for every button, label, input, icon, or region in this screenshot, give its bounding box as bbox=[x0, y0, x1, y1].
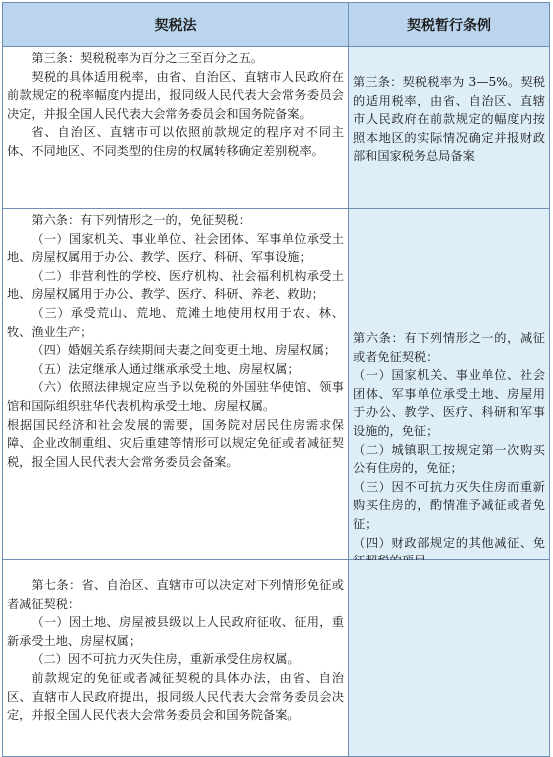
law-article-6-item-5: （五）法定继承人通过继承承受土地、房屋权属； bbox=[31, 361, 300, 376]
table-row-article-3 bbox=[3, 47, 549, 209]
law-article-6-title: 第六条：有下列情形之一的，免征契税： bbox=[31, 213, 251, 227]
header-deed-tax-law: 契税法 bbox=[3, 3, 349, 46]
table-row-article-6 bbox=[3, 209, 549, 560]
law-article-7-item-2: （二）因不可抗力灭失住房，重新承受住房权属。 bbox=[31, 652, 300, 667]
regulation-cell-article-3 bbox=[349, 47, 549, 208]
comparison-table bbox=[2, 2, 550, 757]
law-cell-article-3 bbox=[3, 47, 349, 208]
header-deed-tax-interim-regulations: 契税暂行条例 bbox=[349, 3, 549, 46]
law-article-3-para-2: 省、自治区、直辖市可以依照前款规定的程序对不同主体、不同地区、不同类型的住房的权属转移确定差别税率。 bbox=[7, 125, 344, 158]
regulation-cell-article-6 bbox=[349, 209, 549, 559]
regulation-article-3-text: 第三条：契税税率为 3—5%。契税的适用税率，由省、自治区、直辖市人民政府在前款规定的幅度内按照本地区的实际情况确定并报财政部和国家税务总局备案 bbox=[353, 75, 545, 164]
table-header-row bbox=[3, 3, 549, 47]
regulation-article-6-item-3: （三）因不可抗力灭失住房而重新购买住房的，酌情准予减征或者免征； bbox=[353, 479, 545, 531]
law-article-7-para: 前款规定的免征或者减征契税的具体办法，由省、自治区、直辖市人民政府提出，报同级人民代表大会常务委员会决定，并报全国人民代表大会常务委员会和国务院备案。 bbox=[7, 670, 344, 723]
law-article-3-title: 第三条：契税税率为百分之三至百分之五。 bbox=[31, 51, 263, 65]
regulation-article-6-title: 第六条：有下列情形之一的，减征或者免征契税： bbox=[353, 331, 545, 364]
regulation-article-6-item-4: （四）财政部规定的其他减征、免 bbox=[353, 535, 545, 550]
law-article-6-item-4: （四）婚姻关系存续期间夫妻之间变更土地、房屋权属； bbox=[31, 343, 337, 358]
regulation-article-6-item-1: （一）国家机关、事业单位、社会团体、军事单位承受土地、房屋用于办公、教学、医疗、科研和军事设施的，免征； bbox=[353, 368, 545, 438]
law-cell-article-6 bbox=[3, 209, 349, 559]
table-row-article-7 bbox=[3, 560, 549, 756]
law-article-6-item-1: （一）国家机关、事业单位、社会团体、军事单位承受土地、房屋权属用于办公、教学、医疗、科研、军事设施； bbox=[7, 231, 344, 265]
regulation-article-6-item-2: （二）城镇职工按规定第一次购买公有住房的，免征； bbox=[353, 442, 545, 476]
law-article-6-item-6: （六）依照法律规定应当予以免税的外国驻华使馆、领事馆和国际组织驻华代表机构承受土地、房屋权属。 bbox=[7, 380, 344, 413]
law-article-7-title: 第七条：省、自治区、直辖市可以决定对下列情形免征或者减征契税： bbox=[7, 578, 344, 611]
law-article-3-para-1: 契税的具体适用税率，由省、自治区、直辖市人民政府在前款规定的税率幅度内提出，报同级人民代表大会常务委员会决定，并报全国人民代表大会常务委员会和国务院备案。 bbox=[7, 69, 344, 121]
law-article-6-item-3: （三）承受荒山、荒地、荒滩土地使用权用于农、林、牧、渔业生产； bbox=[7, 305, 344, 339]
regulation-cell-article-7-empty bbox=[349, 560, 549, 756]
law-article-6-para-state-council: 根据国民经济和社会发展的需要，国务院对居民住房需求保障、企业改制重组、灾后重建等情形可以规定免征或者减征契税，报全国人民代表大会常务委员会备案。 bbox=[7, 417, 344, 469]
law-cell-article-7 bbox=[3, 560, 349, 756]
law-article-6-item-2: （二）非营利性的学校、医疗机构、社会福利机构承受土地、房屋权属用于办公、教学、医疗、科研、养老、救助； bbox=[7, 268, 344, 302]
law-article-7-item-1: （一）因土地、房屋被县级以上人民政府征收、征用，重新承受土地、房屋权属； bbox=[7, 615, 344, 648]
